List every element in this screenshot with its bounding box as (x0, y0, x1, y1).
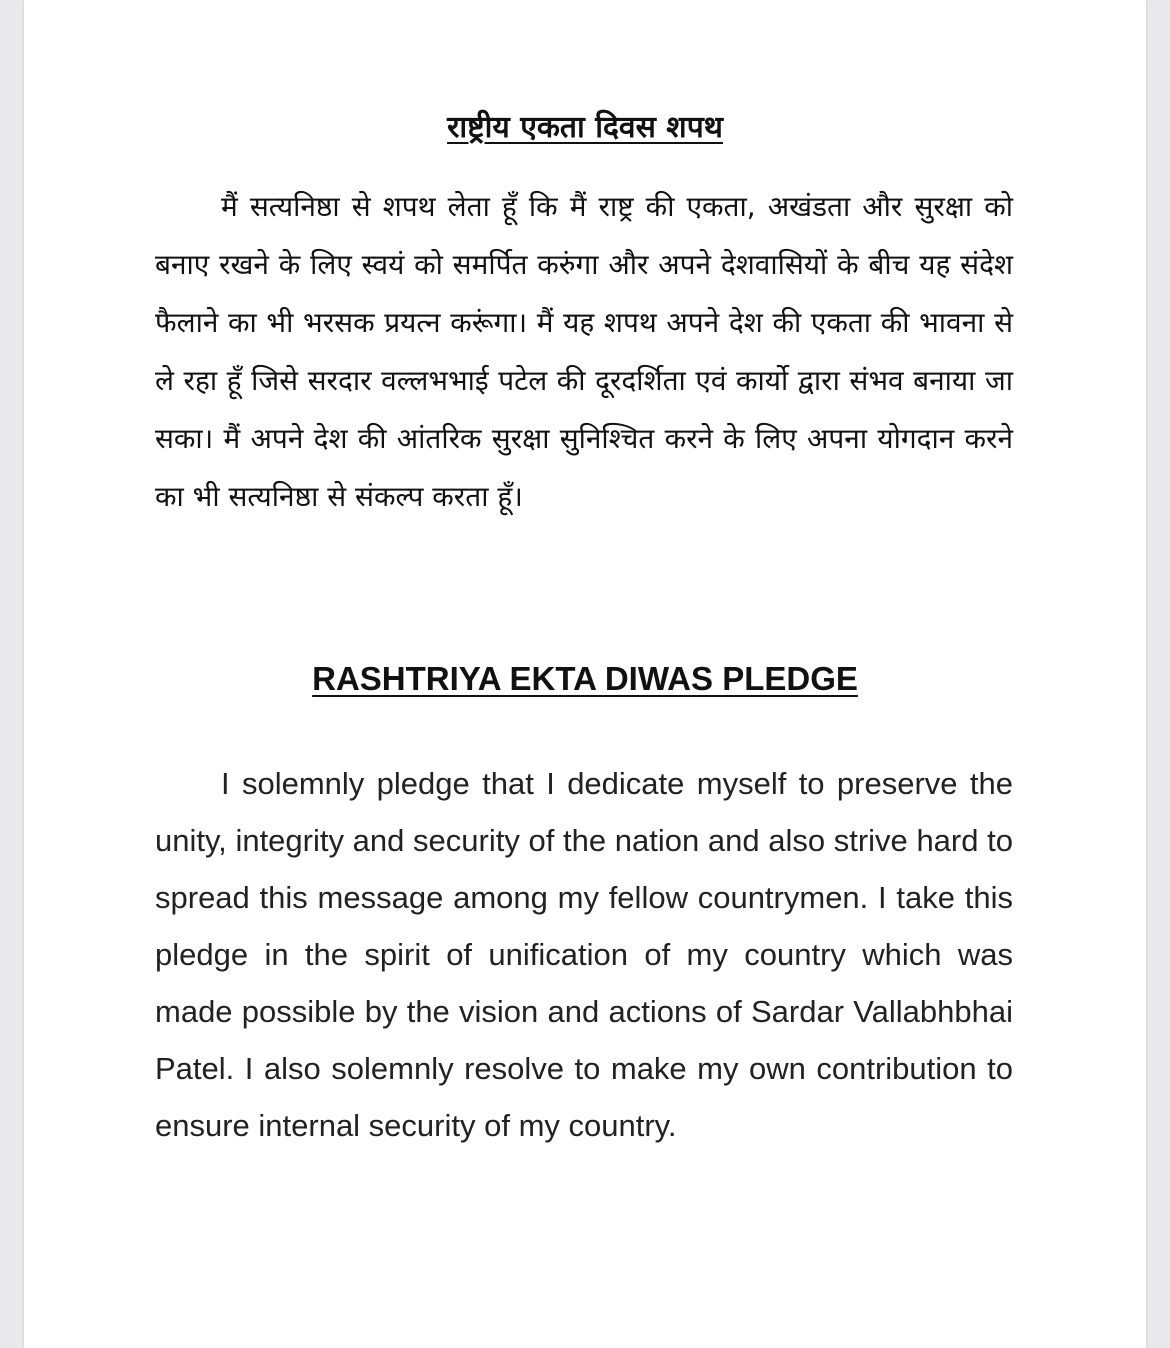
document-page (24, 0, 1146, 1348)
hindi-pledge-title: राष्ट्रीय एकता दिवस शपथ (447, 110, 723, 145)
english-pledge-text: I solemnly pledge that I dedicate myself to preserve the unity, integrity and security of the nation and also strive hard to spread this message among my fellow countrymen. I take this pledge in the spirit of unification of my country which was made possible by the vision and actions of Sardar Vallabhbhai Patel. I also solemnly resolve to make my own contribution to ensure internal security of my country. (155, 766, 1013, 1143)
english-pledge-title: RASHTRIYA EKTA DIWAS PLEDGE (312, 660, 858, 697)
hindi-pledge-text: मैं सत्यनिष्ठा से शपथ लेता हूँ कि मैं राष्ट्र की एकता, अखंडता और सुरक्षा को बनाए रखने के लिए स्वयं को समर्पित करुंगा और अपने देशवासियों के बीच यह संदेश फैलाने का भी भरसक प्रयत्न करूंगा। मैं यह शपथ अपने देश की एकता की भावना से ले रहा हूँ जिसे सरदार वल्लभभाई पटेल की दूरदर्शिता एवं कार्यो द्वारा संभव बनाया जा सका। मैं अपने देश की आंतरिक सुरक्षा सुनिश्चित करने के लिए अपना योगदान करने का भी सत्यनिष्ठा से संकल्प करता हूँ। (155, 190, 1013, 513)
